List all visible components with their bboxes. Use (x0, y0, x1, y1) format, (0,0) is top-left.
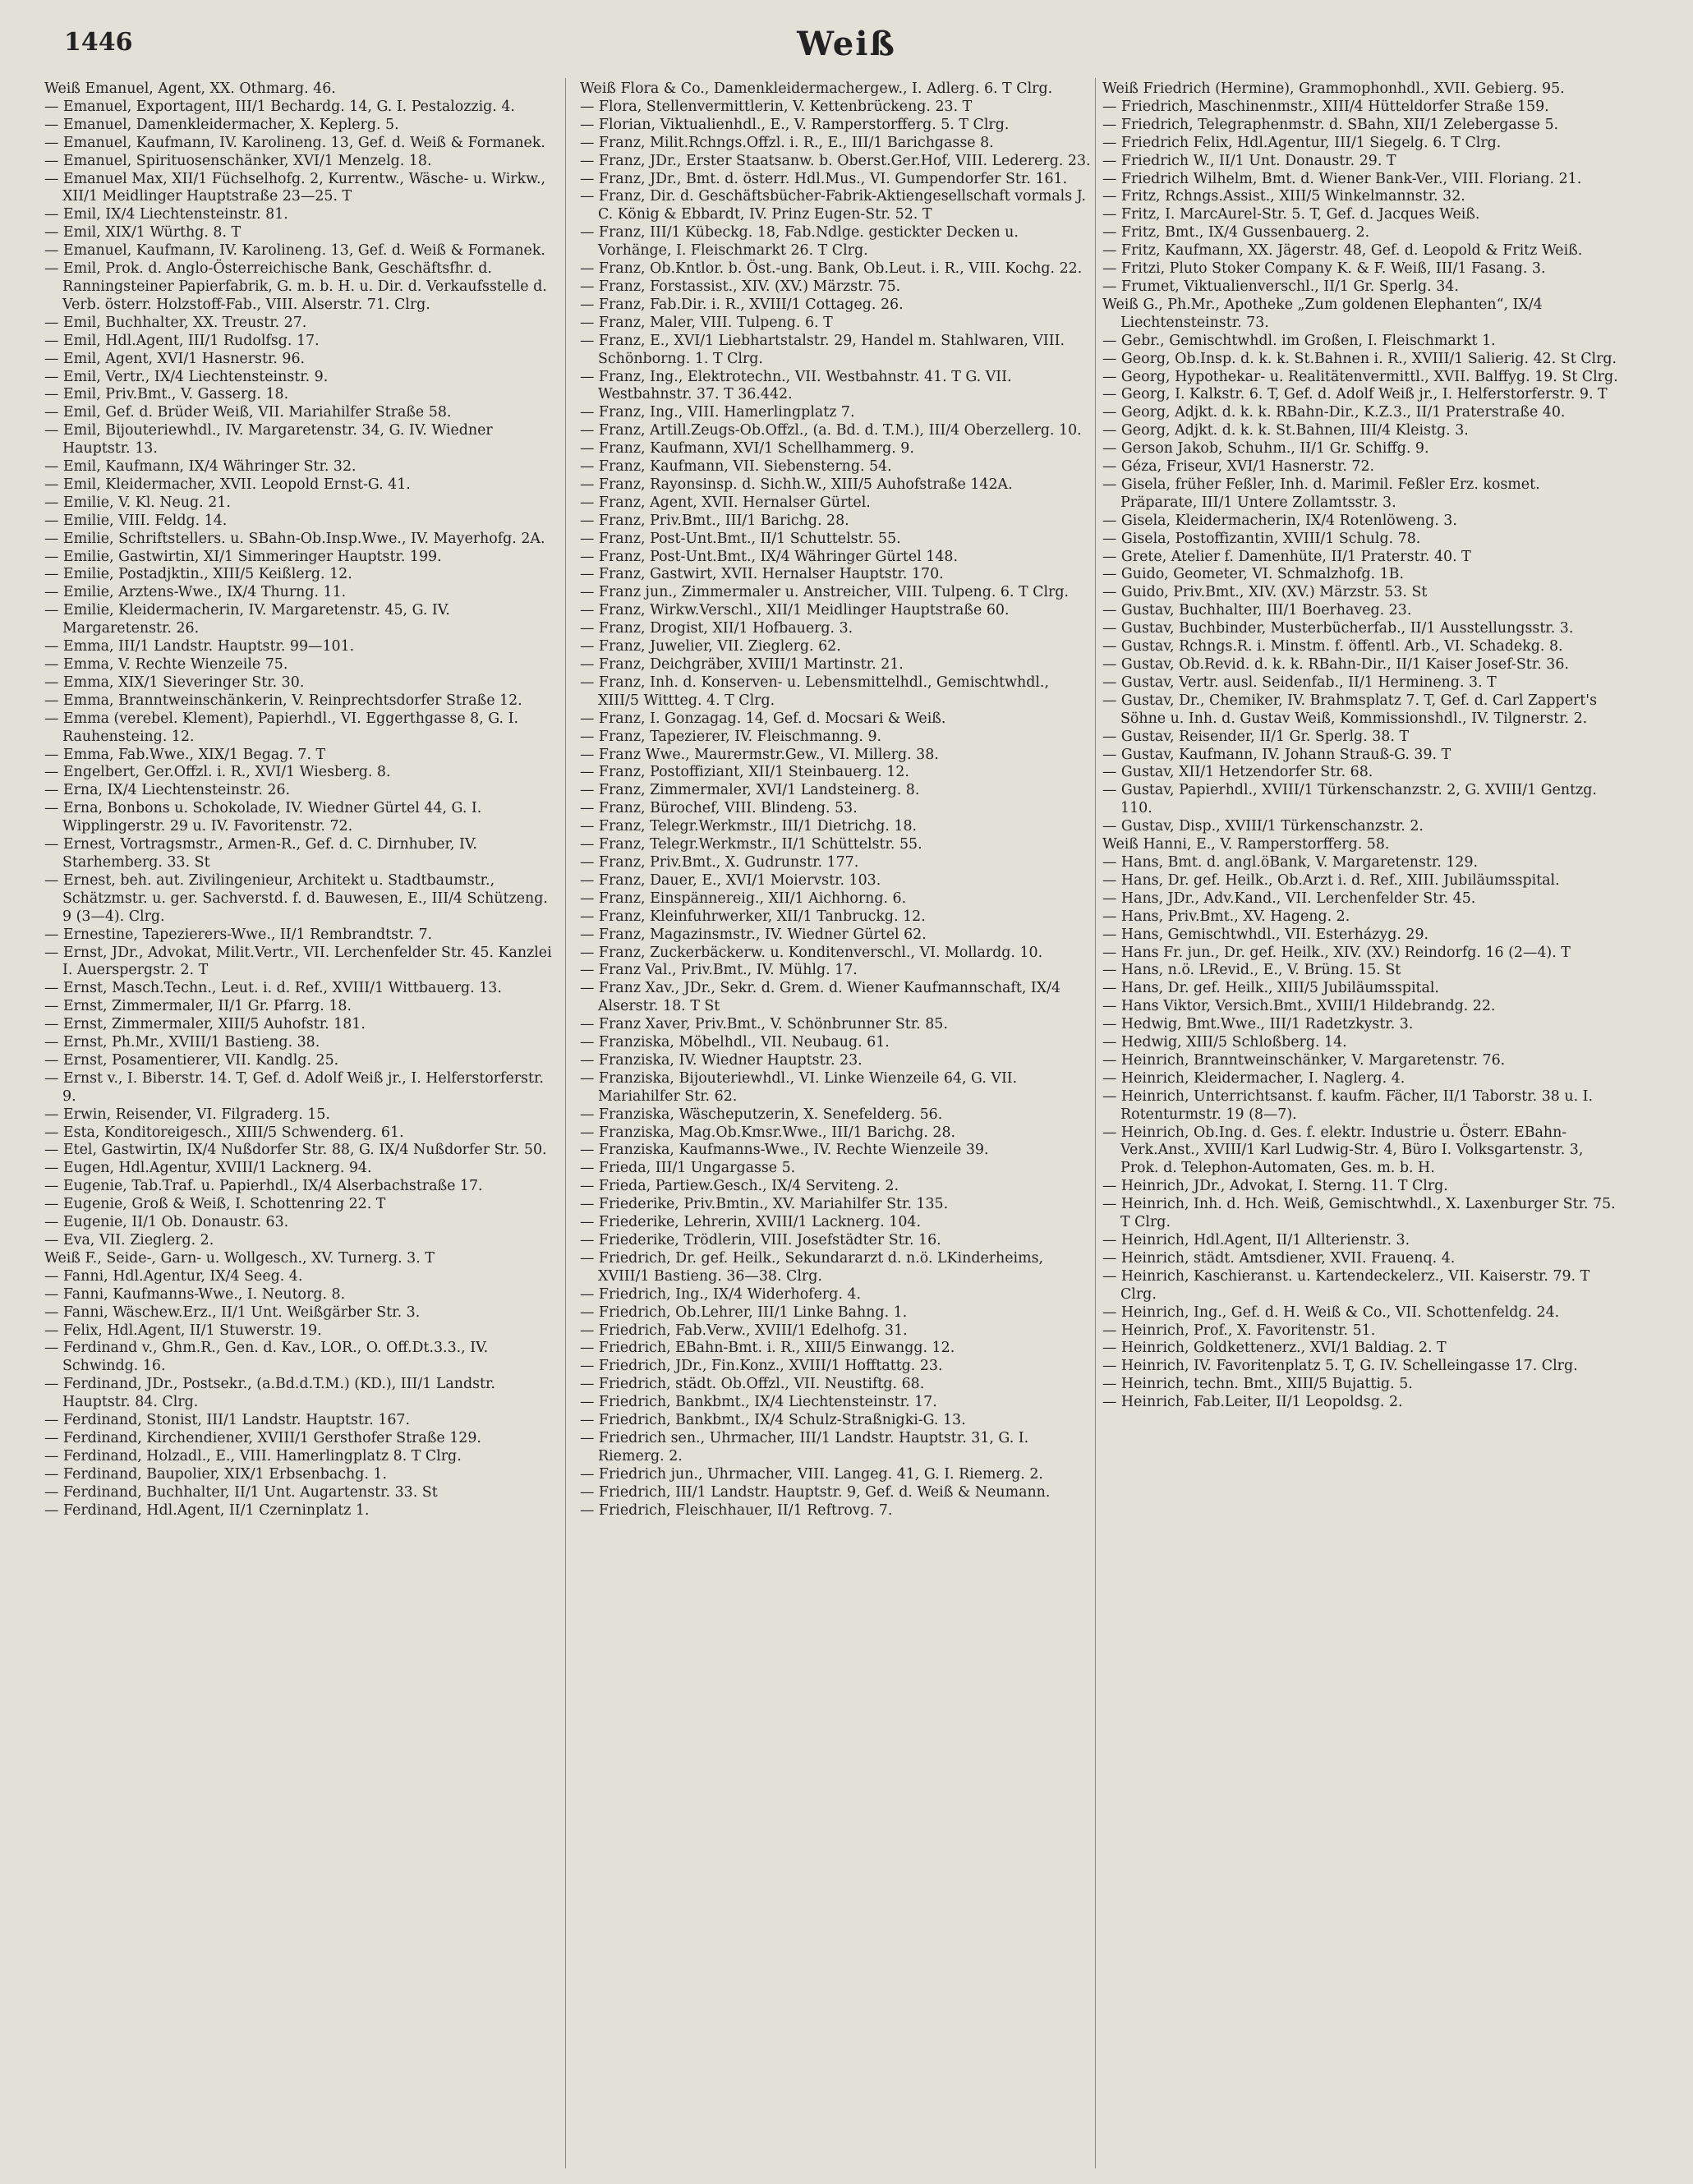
directory-entry: — Heinrich, Unterrichtsanst. f. kaufm. Fächer, II/1 Taborstr. 38 u. I. Rotenturmstr. 19 (8—7). (1102, 1087, 1594, 1123)
directory-entry: — Fanni, Hdl.Agentur, IX/4 Seeg. 4. (44, 1267, 303, 1285)
directory-entry: — Franziska, Wäscheputzerin, X. Senefelderg. 56. (580, 1106, 943, 1123)
directory-entry: — Heinrich, Branntweinschänker, V. Margaretenstr. 76. (1102, 1051, 1506, 1069)
directory-entry: Weiß Friedrich (Hermine), Grammophonhdl., XVII. Gebierg. 95. (1102, 80, 1565, 97)
directory-entry: — Gebr., Gemischtwhdl. im Großen, I. Fleischmarkt 1. (1102, 332, 1496, 349)
directory-entry: — Georg, Adjkt. d. k. k. RBahn-Dir., K.Z.3., II/1 Praterstraße 40. (1102, 404, 1566, 421)
directory-entry: — Franz, Post-Unt.Bmt., II/1 Schuttelstr. 55. (580, 530, 901, 547)
directory-entry: — Franz, Fab.Dir. i. R., XVIII/1 Cottageg. 26. (580, 296, 904, 313)
directory-entry: — Heinrich, Goldkettenerz., XVI/1 Baldiag. 2. T (1102, 1340, 1447, 1357)
directory-entry: — Ernst, Zimmermaler, II/1 Gr. Pfarrg. 18. (44, 998, 352, 1015)
directory-entry: — Heinrich, städt. Amtsdiener, XVII. Frauenq. 4. (1102, 1249, 1456, 1267)
directory-entry: — Felix, Hdl.Agent, II/1 Stuwerstr. 19. (44, 1322, 322, 1339)
directory-entry: — Ernst v., I. Biberstr. 14. T, Gef. d. Adolf Weiß jr., I. Helferstorferstr. 9. (44, 1069, 544, 1105)
directory-entry: — Emil, XIX/1 Würthg. 8. T (44, 224, 242, 241)
directory-entry: — Franz, Telegr.Werkmstr., II/1 Schüttelstr. 55. (580, 836, 922, 853)
directory-entry: — Gustav, Vertr. ausl. Seidenfab., II/1 Hermineng. 3. T (1102, 674, 1497, 691)
directory-entry: — Franz, Priv.Bmt., III/1 Barichg. 28. (580, 512, 849, 529)
directory-entry: — Hans, n.ö. LRevid., E., V. Brüng. 15. St (1102, 962, 1401, 979)
directory-entry: — Franz, Drogist, XII/1 Hofbauerg. 3. (580, 620, 853, 637)
directory-entry: — Frieda, III/1 Ungargasse 5. (580, 1160, 796, 1177)
directory-entry: — Heinrich, Kaschieranst. u. Kartendeckelerz., VII. Kaiserstr. 79. T Clrg. (1102, 1267, 1590, 1303)
directory-entry: — Emilie, Kleidermacherin, IV. Margaretenstr. 45, G. IV. Margaretenstr. 26. (44, 602, 450, 637)
directory-entry: — Emil, IX/4 Liechtensteinstr. 81. (44, 206, 288, 223)
directory-entry: — Hans, Priv.Bmt., XV. Hageng. 2. (1102, 908, 1350, 925)
directory-entry: — Emma, XIX/1 Sieveringer Str. 30. (44, 674, 305, 691)
directory-entry: — Ernest, Vortragsmstr., Armen-R., Gef. d. C. Dirnhuber, IV. Starhemberg. 33. St (44, 836, 477, 871)
directory-entry: — Franz, Telegr.Werkmstr., III/1 Dietrichg. 18. (580, 818, 918, 835)
directory-entry: — Florian, Viktualienhdl., E., V. Ramperstorfferg. 5. T Clrg. (580, 116, 1010, 133)
directory-entry: — Heinrich, JDr., Advokat, I. Sterng. 11. T Clrg. (1102, 1178, 1448, 1195)
directory-entry: — Hans, JDr., Adv.Kand., VII. Lerchenfelder Str. 45. (1102, 890, 1476, 907)
directory-entry: — Hans Fr. jun., Dr. gef. Heilk., XIV. (XV.) Reindorfg. 16 (2—4). T (1102, 944, 1571, 961)
directory-entry: — Franziska, Mag.Ob.Kmsr.Wwe., III/1 Barichg. 28. (580, 1124, 956, 1141)
directory-entry: — Fritz, I. MarcAurel-Str. 5. T, Gef. d. Jacques Weiß. (1102, 206, 1480, 223)
directory-entry: — Fritzi, Pluto Stoker Company K. & F. Weiß, III/1 Fasang. 3. (1102, 260, 1546, 278)
directory-entry: — Franziska, IV. Wiedner Hauptstr. 23. (580, 1051, 863, 1069)
directory-entry: — Frumet, Viktualienverschl., II/1 Gr. Sperlg. 34. (1102, 278, 1459, 295)
directory-entry: — Emanuel, Spirituosenschänker, XVI/1 Menzelg. 18. (44, 152, 432, 169)
directory-entry: — Emil, Kaufmann, IX/4 Währinger Str. 32. (44, 458, 357, 476)
directory-entry: — Emanuel Max, XII/1 Füchselhofg. 2, Kurrentw., Wäsche- u. Wirkw., XII/1 Meidlinger Hauptstraße 23—25. T (44, 170, 545, 205)
directory-entry: — Ferdinand, Holzadl., E., VIII. Hamerlingplatz 8. T Clrg. (44, 1447, 462, 1464)
directory-entry: — Fritz, Bmt., IX/4 Gussenbauerg. 2. (1102, 224, 1370, 241)
directory-entry: — Gustav, Papierhdl., XVIII/1 Türkenschanzstr. 2, G. XVIII/1 Gentzg. 110. (1102, 782, 1597, 817)
directory-entry: — Esta, Konditoreigesch., XIII/5 Schwenderg. 61. (44, 1124, 404, 1141)
directory-entry: — Ferdinand, Baupolier, XIX/1 Erbsenbachg. 1. (44, 1465, 387, 1483)
directory-entry: — Emma, Fab.Wwe., XIX/1 Begag. 7. T (44, 746, 326, 763)
directory-entry: — Heinrich, Hdl.Agent, II/1 Allterienstr. 3. (1102, 1232, 1410, 1248)
directory-entry: — Franz, Zuckerbäckerw. u. Konditenverschl., VI. Mollardg. 10. (580, 944, 1043, 961)
directory-entry: — Gustav, Buchhalter, III/1 Boerhaveg. 23. (1102, 602, 1412, 619)
directory-entry: — Georg, Adjkt. d. k. k. St.Bahnen, III/4 Kleistg. 3. (1102, 422, 1469, 439)
directory-entry: — Franz, III/1 Kübeckg. 18, Fab.Ndlge. gestickter Decken u. Vorhänge, I. Fleischmarkt 26. T Clrg. (580, 224, 1019, 260)
directory-entry: — Franz, Maler, VIII. Tulpeng. 6. T (580, 314, 833, 331)
directory-entry: — Flora, Stellenvermittlerin, V. Kettenbrückeng. 23. T (580, 98, 973, 115)
directory-entry: — Ernst, Posamentierer, VII. Kandlg. 25. (44, 1051, 339, 1069)
directory-entry: — Frieda, Partiew.Gesch., IX/4 Serviteng. 2. (580, 1178, 899, 1195)
column-3 (1102, 80, 1620, 2167)
directory-entry: — Friedrich W., II/1 Unt. Donaustr. 29. T (1102, 152, 1396, 169)
directory-entry: — Heinrich, techn. Bmt., XIII/5 Bujattig. 5. (1102, 1376, 1413, 1393)
directory-entry: — Friedrich sen., Uhrmacher, III/1 Landstr. Hauptstr. 31, G. I. Riemerg. 2. (580, 1429, 1029, 1464)
directory-entry: — Ferdinand, Buchhalter, II/1 Unt. Augartenstr. 33. St (44, 1483, 438, 1501)
directory-entry: — Friedrich jun., Uhrmacher, VIII. Langeg. 41, G. I. Riemerg. 2. (580, 1465, 1043, 1483)
directory-entry: — Ferdinand v., Ghm.R., Gen. d. Kav., LOR., O. Off.Dt.3.3., IV. Schwindg. 16. (44, 1340, 489, 1375)
directory-entry: — Fanni, Kaufmanns-Wwe., I. Neutorg. 8. (44, 1285, 346, 1303)
directory-entry: — Emilie, V. Kl. Neug. 21. (44, 494, 231, 511)
directory-entry: — Ernst, Zimmermaler, XIII/5 Auhofstr. 181. (44, 1016, 366, 1033)
directory-entry: — Franz, Kaufmann, XVI/1 Schellhammerg. 9. (580, 440, 914, 457)
directory-entry: — Hans, Bmt. d. angl.öBank, V. Margaretenstr. 129. (1102, 853, 1479, 871)
directory-entry: — Franz, Priv.Bmt., X. Gudrunstr. 177. (580, 853, 859, 871)
directory-entry: — Emma, Branntweinschänkerin, V. Reinprechtsdorfer Straße 12. (44, 692, 522, 709)
directory-entry: — Gustav, Rchngs.R. i. Minstm. f. öffentl. Arb., VI. Schadekg. 8. (1102, 638, 1563, 655)
directory-entry: — Emil, Kleidermacher, XVII. Leopold Ernst-G. 41. (44, 476, 411, 493)
directory-entry: — Gustav, XII/1 Hetzendorfer Str. 68. (1102, 764, 1373, 781)
directory-entry: — Franziska, Bijouteriewhdl., VI. Linke Wienzeile 64, G. VII. Mariahilfer Str. 62. (580, 1069, 1018, 1105)
directory-entry: — Emil, Hdl.Agent, III/1 Rudolfsg. 17. (44, 332, 320, 349)
directory-entry: — Franz, Wirkw.Verschl., XII/1 Meidlinger Hauptstraße 60. (580, 602, 1010, 619)
directory-entry: — Friedrich, Bankbmt., IX/4 Schulz-Straßnigki-G. 13. (580, 1412, 966, 1429)
directory-entry: — Hedwig, Bmt.Wwe., III/1 Radetzkystr. 3. (1102, 1016, 1414, 1033)
directory-entry: — Friedrich, III/1 Landstr. Hauptstr. 9, Gef. d. Weiß & Neumann. (580, 1483, 1051, 1501)
directory-entry: — Ernst, JDr., Advokat, Milit.Vertr., VII. Lerchenfelder Str. 45. Kanzlei I. Auerspergstr. 2. T (44, 944, 552, 979)
directory-entry: — Ernestine, Tapezierers-Wwe., II/1 Rembrandtstr. 7. (44, 926, 433, 943)
directory-entry: — Friedrich, Fleischhauer, II/1 Reftrovg. 7. (580, 1501, 893, 1519)
directory-entry: Weiß Emanuel, Agent, XX. Othmarg. 46. (44, 80, 336, 97)
directory-entry: — Emma (verebel. Klement), Papierhdl., VI. Eggerthgasse 8, G. I. Rauhensteing. 12. (44, 710, 519, 745)
directory-entry: — Franz, Postoffiziant, XII/1 Steinbauerg. 12. (580, 764, 909, 781)
directory-entry: — Georg, Ob.Insp. d. k. k. St.Bahnen i. R., XVIII/1 Salierig. 42. St Clrg. (1102, 350, 1617, 367)
directory-entry: — Fritz, Rchngs.Assist., XIII/5 Winkelmannstr. 32. (1102, 188, 1465, 205)
directory-entry: — Emil, Buchhalter, XX. Treustr. 27. (44, 314, 307, 331)
directory-entry: Weiß Flora & Co., Damenkleidermachergew., I. Adlerg. 6. T Clrg. (580, 80, 1053, 97)
directory-entry: — Franz, Rayonsinsp. d. Sichh.W., XIII/5 Auhofstraße 142A. (580, 476, 1013, 493)
directory-entry: — Grete, Atelier f. Damenhüte, II/1 Praterstr. 40. T (1102, 548, 1471, 565)
directory-entry: — Emil, Agent, XVI/1 Hasnerstr. 96. (44, 350, 306, 367)
directory-entry: Weiß Hanni, E., V. Ramperstorfferg. 58. (1102, 836, 1390, 853)
directory-entry: — Friedrich, Ing., IX/4 Widerhoferg. 4. (580, 1285, 862, 1303)
directory-entry: — Franz, Gastwirt, XVII. Hernalser Hauptstr. 170. (580, 566, 944, 583)
directory-entry: — Ferdinand, Kirchendiener, XVIII/1 Gersthofer Straße 129. (44, 1429, 481, 1446)
directory-entry: — Emanuel, Damenkleidermacher, X. Keplerg. 5. (44, 116, 399, 133)
directory-entry: — Franz, I. Gonzagag. 14, Gef. d. Mocsari & Weiß. (580, 710, 946, 727)
directory-entry: — Emil, Prok. d. Anglo-Österreichische Bank, Geschäftsfhr. d. Ranningsteiner Papierfabrik, G. m. b. H. u. Dir. d. Verkaufsstelle d. Verb. österr. Holzstoff-Fab., VIII. Alserstr. 71. Clrg. (44, 260, 547, 313)
directory-entry: Weiß G., Ph.Mr., Apotheke „Zum goldenen Elephanten“, IX/4 Liechtensteinstr. 73. (1102, 296, 1543, 331)
directory-entry: — Emma, V. Rechte Wienzeile 75. (44, 656, 288, 673)
directory-entry: — Heinrich, Ob.Ing. d. Ges. f. elektr. Industrie u. Österr. EBahn-Verk.Anst., XVIII/1 Karl Ludwig-Str. 4, Büro I. Volksgartenstr. 3, Prok. d. Telephon-Automaten, Ges. m. b. H. (1102, 1124, 1584, 1177)
directory-entry: — Géza, Friseur, XVI/1 Hasnerstr. 72. (1102, 458, 1375, 476)
directory-entry: — Gerson Jakob, Schuhm., II/1 Gr. Schiffg. 9. (1102, 440, 1429, 457)
column-1 (44, 80, 555, 2167)
directory-entry: — Franz, Forstassist., XIV. (XV.) Märzstr. 75. (580, 278, 901, 295)
directory-entry: — Gustav, Buchbinder, Musterbücherfab., II/1 Ausstellungsstr. 3. (1102, 620, 1574, 637)
directory-entry: — Ernst, Masch.Techn., Leut. i. d. Ref., XVIII/1 Wittbauerg. 13. (44, 980, 502, 997)
directory-entry: — Franz Xaver, Priv.Bmt., V. Schönbrunner Str. 85. (580, 1016, 948, 1033)
directory-entry: — Erna, Bonbons u. Schokolade, IV. Wiedner Gürtel 44, G. I. Wipplingerstr. 29 u. IV. Favoritenstr. 72. (44, 800, 482, 835)
directory-entry: — Franz, Post-Unt.Bmt., IX/4 Währinger Gürtel 148. (580, 548, 959, 565)
directory-entry: — Franz Val., Priv.Bmt., IV. Mühlg. 17. (580, 962, 858, 979)
directory-entry: — Franz, Kaufmann, VII. Siebensterng. 54. (580, 458, 892, 476)
directory-entry: — Friedrich Wilhelm, Bmt. d. Wiener Bank-Ver., VIII. Floriang. 21. (1102, 170, 1582, 187)
directory-entry: — Franz, Ing., VIII. Hamerlingplatz 7. (580, 404, 855, 421)
directory-entry: — Hedwig, XIII/5 Schloßberg. 14. (1102, 1034, 1347, 1051)
directory-entry: — Gustav, Reisender, II/1 Gr. Sperlg. 38. T (1102, 728, 1410, 745)
directory-entry: — Franz, JDr., Erster Staatsanw. b. Oberst.Ger.Hof, VIII. Ledererg. 23. (580, 152, 1091, 169)
directory-entry: — Guido, Geometer, VI. Schmalzhofg. 1B. (1102, 566, 1404, 583)
directory-entry: — Emilie, VIII. Feldg. 14. (44, 512, 228, 529)
directory-entry: Weiß F., Seide-, Garn- u. Wollgesch., XV. Turnerg. 3. T (44, 1249, 435, 1267)
directory-entry: — Eugen, Hdl.Agentur, XVIII/1 Lacknerg. 94. (44, 1160, 372, 1177)
directory-entry: — Emilie, Postadjktin., XIII/5 Keißlerg. 12. (44, 566, 352, 583)
directory-entry: — Friedrich, städt. Ob.Offzl., VII. Neustiftg. 68. (580, 1376, 925, 1393)
directory-entry: — Gustav, Disp., XVIII/1 Türkenschanzstr. 2. (1102, 818, 1424, 835)
directory-entry: — Friedrich, Dr. gef. Heilk., Sekundararzt d. n.ö. LKinderheims, XVIII/1 Bastieng. 36—38. Clrg. (580, 1249, 1044, 1285)
directory-entry: — Gisela, Kleidermacherin, IX/4 Rotenlöweng. 3. (1102, 512, 1457, 529)
directory-entry: — Emil, Gef. d. Brüder Weiß, VII. Mariahilfer Straße 58. (44, 404, 452, 421)
directory-entry: — Emil, Bijouteriewhdl., IV. Margaretenstr. 34, G. IV. Wiedner Hauptstr. 13. (44, 422, 493, 457)
directory-entry: — Emil, Vertr., IX/4 Liechtensteinstr. 9. (44, 368, 329, 385)
directory-entry: — Franz, Juwelier, VII. Zieglerg. 62. (580, 638, 841, 655)
directory-entry: — Franz, JDr., Bmt. d. österr. Hdl.Mus., VI. Gumpendorfer Str. 161. (580, 170, 1068, 187)
directory-entry: — Franz, Deichgräber, XVIII/1 Martinstr. 21. (580, 656, 904, 673)
directory-entry: — Ernest, beh. aut. Zivilingenieur, Architekt u. Stadtbaumstr., Schätzmstr. u. ger. Sachverstd. f. d. Bauwesen, E., III/4 Schützeng. 9 (3—4). Clrg. (44, 871, 548, 925)
directory-entry: — Franz, Artill.Zeugs-Ob.Offzl., (a. Bd. d. T.M.), III/4 Oberzellerg. 10. (580, 422, 1082, 439)
directory-entry: — Franziska, Möbelhdl., VII. Neubaug. 61. (580, 1034, 890, 1051)
directory-entry: — Erna, IX/4 Liechtensteinstr. 26. (44, 782, 291, 799)
directory-entry: — Ferdinand, Stonist, III/1 Landstr. Hauptstr. 167. (44, 1412, 411, 1429)
directory-entry: — Friedrich, EBahn-Bmt. i. R., XIII/5 Einwangg. 12. (580, 1340, 955, 1357)
directory-entry: — Georg, Hypothekar- u. Realitätenvermittl., XVII. Balffyg. 19. St Clrg. (1102, 368, 1618, 385)
directory-entry: — Emilie, Schriftstellers. u. SBahn-Ob.Insp.Wwe., IV. Mayerhofg. 2A. (44, 530, 545, 547)
directory-entry: — Emilie, Arztens-Wwe., IX/4 Thurng. 11. (44, 584, 347, 601)
directory-entry: — Friedrich, Telegraphenmstr. d. SBahn, XII/1 Zelebergasse 5. (1102, 116, 1559, 133)
directory-entry: — Heinrich, Ing., Gef. d. H. Weiß & Co., VII. Schottenfeldg. 24. (1102, 1304, 1560, 1321)
directory-entry: — Gisela, früher Feßler, Inh. d. Marimil. Feßler Erz. kosmet. Präparate, III/1 Untere Zollamtsstr. 3. (1102, 476, 1540, 511)
directory-entry: — Heinrich, Inh. d. Hch. Weiß, Gemischtwhdl., X. Laxenburger Str. 75. T Clrg. (1102, 1196, 1616, 1231)
directory-entry: — Eugenie, Groß & Weiß, I. Schottenring 22. T (44, 1196, 386, 1213)
directory-entry: — Georg, I. Kalkstr. 6. T, Gef. d. Adolf Weiß jr., I. Helferstorferstr. 9. T (1102, 386, 1608, 403)
directory-entry: — Heinrich, Kleidermacher, I. Naglerg. 4. (1102, 1069, 1405, 1087)
directory-entry: — Franz Wwe., Maurermstr.Gew., VI. Millerg. 38. (580, 746, 939, 763)
directory-entry: — Franz, Tapezierer, IV. Fleischmanng. 9. (580, 728, 882, 745)
directory-entry: — Eugenie, II/1 Ob. Donaustr. 63. (44, 1214, 289, 1231)
directory-entry: — Gustav, Ob.Revid. d. k. k. RBahn-Dir., II/1 Kaiser Josef-Str. 36. (1102, 656, 1569, 673)
directory-entry: — Franz Xav., JDr., Sekr. d. Grem. d. Wiener Kaufmannschaft, IX/4 Alserstr. 18. T St (580, 980, 1061, 1015)
directory-entry: — Engelbert, Ger.Offzl. i. R., XVI/1 Wiesberg. 8. (44, 764, 391, 781)
directory-entry: — Erwin, Reisender, VI. Filgraderg. 15. (44, 1106, 330, 1123)
directory-entry: — Emma, III/1 Landstr. Hauptstr. 99—101. (44, 638, 355, 655)
directory-entry: — Ernst, Ph.Mr., XVIII/1 Bastieng. 38. (44, 1034, 320, 1051)
directory-entry: — Friedrich, Fab.Verw., XVIII/1 Edelhofg. 31. (580, 1322, 908, 1339)
column-divider (565, 78, 566, 2168)
directory-entry: — Eugenie, Tab.Traf. u. Papierhdl., IX/4 Alserbachstraße 17. (44, 1178, 483, 1195)
directory-entry: — Friederike, Trödlerin, VIII. Josefstädter Str. 16. (580, 1232, 941, 1248)
page-title: Weiß (797, 25, 896, 63)
directory-entry: — Gustav, Dr., Chemiker, IV. Brahmsplatz 7. T, Gef. d. Carl Zappert's Söhne u. Inh. d. Gustav Weiß, Kommissionshdl., IV. Tilgnerstr. 2. (1102, 692, 1597, 727)
directory-entry: — Friedrich, Bankbmt., IX/4 Liechtensteinstr. 17. (580, 1394, 937, 1411)
directory-entry: — Franz, Agent, XVII. Hernalser Gürtel. (580, 494, 871, 511)
column-2 (580, 80, 1091, 2167)
directory-entry: — Heinrich, Fab.Leiter, II/1 Leopoldsg. 2. (1102, 1394, 1403, 1411)
directory-entry: — Friedrich Felix, Hdl.Agentur, III/1 Siegelg. 6. T Clrg. (1102, 134, 1502, 151)
directory-entry: — Franziska, Kaufmanns-Wwe., IV. Rechte Wienzeile 39. (580, 1142, 989, 1159)
directory-entry: — Franz, Inh. d. Konserven- u. Lebensmittelhdl., Gemischtwhdl., XIII/5 Wittteg. 4. T Clrg. (580, 674, 1049, 709)
directory-entry: — Franz, Dauer, E., XVI/1 Moiervstr. 103. (580, 871, 881, 889)
directory-entry: — Franz, E., XVI/1 Liebhartstalstr. 29, Handel m. Stahlwaren, VIII. Schönborng. 1. T Clrg. (580, 332, 1065, 367)
directory-entry: — Fritz, Kaufmann, XX. Jägerstr. 48, Gef. d. Leopold & Fritz Weiß. (1102, 242, 1583, 260)
directory-entry: — Franz, Ing., Elektrotechn., VII. Westbahnstr. 41. T G. VII. Westbahnstr. 37. T 36.442. (580, 368, 1012, 403)
column-divider (1095, 78, 1096, 2168)
directory-entry: — Hans, Gemischtwhdl., VII. Esterházyg. 29. (1102, 926, 1429, 943)
directory-entry: — Franz, Ob.Kntlor. b. Öst.-ung. Bank, Ob.Leut. i. R., VIII. Kochg. 22. (580, 260, 1083, 278)
directory-entry: — Emanuel, Exportagent, III/1 Bechardg. 14, G. I. Pestalozzig. 4. (44, 98, 515, 115)
directory-entry: — Gustav, Kaufmann, IV. Johann Strauß-G. 39. T (1102, 746, 1451, 763)
directory-entry: — Heinrich, IV. Favoritenplatz 5. T, G. IV. Schelleingasse 17. Clrg. (1102, 1358, 1578, 1375)
directory-entry: — Emanuel, Kaufmann, IV. Karolineng. 13, Gef. d. Weiß & Formanek. (44, 134, 545, 151)
directory-entry: — Franz, Dir. d. Geschäftsbücher-Fabrik-Aktiengesellschaft vormals J. C. König & Ebbardt, IV. Prinz Eugen-Str. 52. T (580, 188, 1086, 223)
directory-entry: — Friedrich, Maschinenmstr., XIII/4 Hütteldorfer Straße 159. (1102, 98, 1549, 115)
directory-entry: — Fanni, Wäschew.Erz., II/1 Unt. Weißgärber Str. 3. (44, 1304, 421, 1321)
directory-entry: — Ferdinand, JDr., Postsekr., (a.Bd.d.T.M.) (KD.), III/1 Landstr. Hauptstr. 84. Clrg. (44, 1376, 495, 1411)
directory-entry: — Franz, Kleinfuhrwerker, XII/1 Tanbruckg. 12. (580, 908, 926, 925)
directory-entry: — Emilie, Gastwirtin, XI/1 Simmeringer Hauptstr. 199. (44, 548, 442, 565)
directory-entry: — Franz, Bürochef, VIII. Blindeng. 53. (580, 800, 858, 817)
directory-entry: — Emanuel, Kaufmann, IV. Karolineng. 13, Gef. d. Weiß & Formanek. (44, 242, 545, 260)
directory-entry: — Franz, Milit.Rchngs.Offzl. i. R., E., III/1 Barichgasse 8. (580, 134, 994, 151)
directory-entry: — Guido, Priv.Bmt., XIV. (XV.) Märzstr. 53. St (1102, 584, 1428, 601)
directory-entry: — Franz jun., Zimmermaler u. Anstreicher, VIII. Tulpeng. 6. T Clrg. (580, 584, 1069, 601)
directory-entry: — Hans, Dr. gef. Heilk., Ob.Arzt i. d. Ref., XIII. Jubiläumsspital. (1102, 871, 1560, 889)
page-number: 1446 (64, 28, 133, 57)
directory-entry: — Franz, Einspännereig., XII/1 Aichhorng. 6. (580, 890, 907, 907)
directory-entry: — Emil, Priv.Bmt., V. Gasserg. 18. (44, 386, 289, 403)
directory-entry: — Franz, Zimmermaler, XVI/1 Landsteinerg. 8. (580, 782, 920, 799)
directory-entry: — Hans, Dr. gef. Heilk., XIII/5 Jubiläumsspital. (1102, 980, 1439, 997)
directory-entry: — Gisela, Postoffizantin, XVIII/1 Schulg. 78. (1102, 530, 1421, 547)
directory-entry: — Eva, VII. Zieglerg. 2. (44, 1232, 214, 1248)
directory-entry: — Hans Viktor, Versich.Bmt., XVIII/1 Hildebrandg. 22. (1102, 998, 1496, 1015)
directory-entry: — Heinrich, Prof., X. Favoritenstr. 51. (1102, 1322, 1376, 1339)
directory-entry: — Friedrich, JDr., Fin.Konz., XVIII/1 Hofftattg. 23. (580, 1358, 943, 1375)
directory-entry: — Friederike, Lehrerin, XVIII/1 Lacknerg. 104. (580, 1214, 922, 1231)
directory-entry: — Friederike, Priv.Bmtin., XV. Mariahilfer Str. 135. (580, 1196, 949, 1213)
directory-entry: — Ferdinand, Hdl.Agent, II/1 Czerninplatz 1. (44, 1501, 370, 1519)
directory-entry: — Franz, Magazinsmstr., IV. Wiedner Gürtel 62. (580, 926, 927, 943)
directory-entry: — Etel, Gastwirtin, IX/4 Nußdorfer Str. 88, G. IX/4 Nußdorfer Str. 50. (44, 1142, 547, 1159)
directory-entry: — Friedrich, Ob.Lehrer, III/1 Linke Bahng. 1. (580, 1304, 908, 1321)
